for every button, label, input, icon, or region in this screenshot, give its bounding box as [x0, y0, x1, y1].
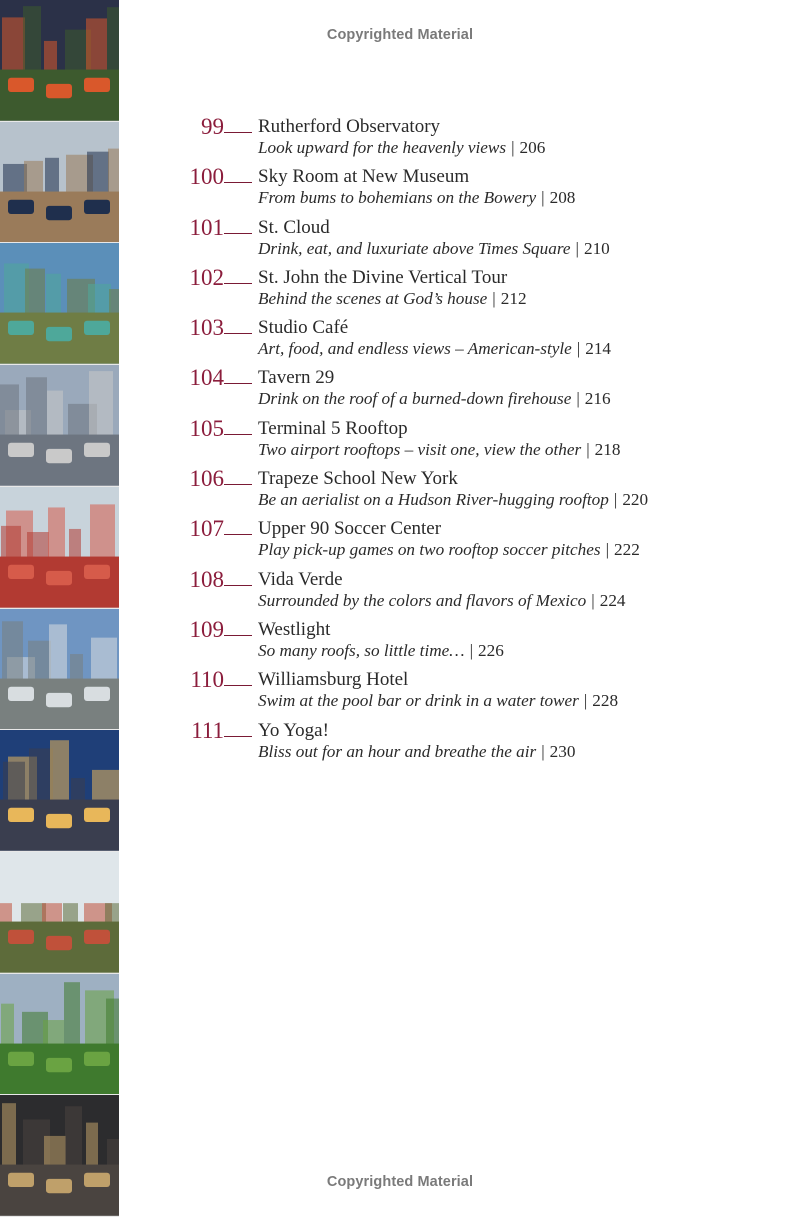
entry-title: Studio Café: [258, 317, 349, 339]
leader-rule: [224, 283, 252, 284]
rooftop-lounge-night-photo: [0, 0, 119, 122]
page-separator: |: [541, 741, 545, 761]
entry-description: Art, food, and endless views – American-style: [258, 339, 572, 359]
leader-rule: [224, 685, 252, 686]
entry-title: St. John the Divine Vertical Tour: [258, 266, 508, 288]
page-separator: |: [469, 640, 474, 660]
entry-page-number: 214: [585, 339, 612, 359]
entry-number: 110: [190, 667, 224, 693]
toc-entry[interactable]: [186, 466, 786, 516]
entry-description: Look upward for the heavenly views: [258, 138, 507, 157]
entry-description: So many roofs, so little time…: [258, 640, 465, 660]
entry-page-number: 210: [583, 238, 610, 258]
page-separator: |: [586, 439, 590, 459]
entry-subtitle-line: [258, 539, 640, 561]
page-separator: |: [541, 188, 545, 208]
leader-rule: [224, 182, 252, 183]
entry-number: 99: [201, 114, 224, 139]
glass-dome-skyline-photo: [0, 365, 119, 487]
entry-title: St. Cloud: [258, 216, 330, 238]
entry-title: Williamsburg Hotel: [258, 669, 409, 691]
entry-description: Behind the scenes at God’s house: [258, 288, 488, 308]
page-separator: |: [605, 540, 610, 560]
toc-entry[interactable]: [186, 516, 786, 566]
toc-entry[interactable]: [186, 215, 786, 265]
entry-description: Be an aerialist on a Hudson River-hugging rooftop: [258, 490, 609, 510]
entry-page-number: 206: [519, 138, 546, 157]
indoor-bar-lounge-photo: [0, 1095, 119, 1217]
entry-number: 108: [189, 566, 224, 592]
entry-title: Westlight: [258, 618, 331, 640]
toc-entry[interactable]: [186, 265, 786, 315]
entry-description: Two airport rooftops – visit one, view the other: [258, 439, 582, 459]
entry-number: 109: [189, 616, 224, 642]
entry-page-number: 218: [594, 439, 621, 459]
entry-title: Rutherford Observatory: [258, 116, 441, 137]
page-separator: |: [492, 288, 496, 308]
copyright-footer: Copyrighted Material: [326, 1174, 474, 1190]
entry-title: Tavern 29: [258, 367, 335, 389]
entry-page-number: 220: [622, 490, 649, 510]
entry-number: 107: [189, 516, 224, 542]
entry-page-number: 216: [584, 389, 611, 409]
entry-page-number: 208: [549, 188, 576, 208]
entry-subtitle-line: [258, 741, 575, 763]
page-separator: |: [583, 691, 588, 711]
table-of-contents: [186, 114, 786, 768]
leader-rule: [224, 585, 252, 586]
toc-entry[interactable]: [186, 416, 786, 466]
entry-subtitle-line: [258, 640, 504, 662]
leader-rule: [224, 484, 252, 485]
leader-rule: [224, 434, 252, 435]
entry-number: 101: [189, 214, 224, 240]
entry-subtitle-line: [258, 137, 545, 159]
entry-page-number: 230: [549, 741, 576, 761]
copyright-header: Copyrighted Material: [326, 27, 474, 43]
entry-description: From bums to bohemians on the Bowery: [258, 188, 537, 208]
entry-page-number: 224: [599, 590, 626, 610]
toc-entry[interactable]: [186, 164, 786, 214]
toc-entry[interactable]: [186, 667, 786, 717]
leader-rule: [224, 383, 252, 384]
leader-rule: [224, 736, 252, 737]
entry-number: 102: [189, 264, 224, 290]
photo-strip: [0, 0, 119, 1217]
leader-rule: [224, 534, 252, 535]
entry-description: Swim at the pool bar or drink in a water tower: [258, 691, 579, 711]
tree-courtyard-photo: [0, 974, 119, 1096]
string-lights-patio-photo: [0, 852, 119, 974]
leader-rule: [224, 132, 252, 133]
entry-subtitle-line: [258, 238, 610, 260]
toc-entry[interactable]: [186, 114, 786, 164]
page-separator: |: [511, 138, 515, 157]
page-separator: |: [576, 339, 581, 359]
entry-number: 103: [189, 315, 224, 341]
entry-page-number: 228: [592, 691, 619, 711]
toc-entry[interactable]: [186, 718, 786, 768]
entry-title: Upper 90 Soccer Center: [258, 518, 442, 540]
entry-subtitle-line: [258, 439, 620, 461]
entry-subtitle-line: [258, 388, 611, 410]
twilight-city-lights-photo: [0, 730, 119, 852]
toc-entry[interactable]: [186, 617, 786, 667]
entry-title: Yo Yoga!: [258, 719, 329, 741]
entry-description: Bliss out for an hour and breathe the air: [258, 741, 537, 761]
entry-description: Drink on the roof of a burned-down firehouse: [258, 389, 572, 409]
entry-description: Surrounded by the colors and flavors of Mexico: [258, 590, 587, 610]
page-separator: |: [613, 490, 618, 510]
entry-number: 105: [189, 415, 224, 441]
entry-description: Drink, eat, and luxuriate above Times Square: [258, 238, 571, 258]
entry-page-number: 212: [500, 288, 527, 308]
page-separator: |: [575, 238, 579, 258]
entry-title: Terminal 5 Rooftop: [258, 417, 408, 439]
entry-subtitle-line: [258, 489, 648, 511]
entry-subtitle-line: [258, 187, 575, 209]
leader-rule: [224, 635, 252, 636]
entry-number: 100: [189, 164, 224, 190]
leader-rule: [224, 233, 252, 234]
yankees-chair-deck-photo: [0, 122, 119, 244]
entry-title: Sky Room at New Museum: [258, 166, 470, 188]
entry-description: Play pick-up games on two rooftop soccer pitches: [258, 540, 601, 560]
entry-page-number: 222: [614, 540, 640, 560]
entry-title: Trapeze School New York: [258, 468, 458, 490]
entry-page-number: 226: [478, 640, 504, 660]
entry-number: 111: [191, 717, 224, 743]
toc-entry[interactable]: [186, 567, 786, 617]
page-separator: |: [591, 590, 595, 610]
blue-wall-garden-photo: [0, 243, 119, 365]
entry-subtitle-line: [258, 590, 626, 612]
red-booth-terrace-photo: [0, 487, 119, 609]
entry-number: 104: [189, 365, 224, 391]
entry-number: 106: [189, 466, 224, 492]
entry-title: Vida Verde: [258, 568, 343, 590]
lower-manhattan-skyline-photo: [0, 609, 119, 731]
leader-rule: [224, 333, 252, 334]
entry-subtitle-line: [258, 338, 611, 360]
toc-entry[interactable]: [186, 315, 786, 365]
entry-subtitle-line: [258, 690, 618, 712]
toc-entry[interactable]: [186, 365, 786, 415]
page-separator: |: [576, 389, 580, 409]
entry-subtitle-line: [258, 288, 527, 310]
